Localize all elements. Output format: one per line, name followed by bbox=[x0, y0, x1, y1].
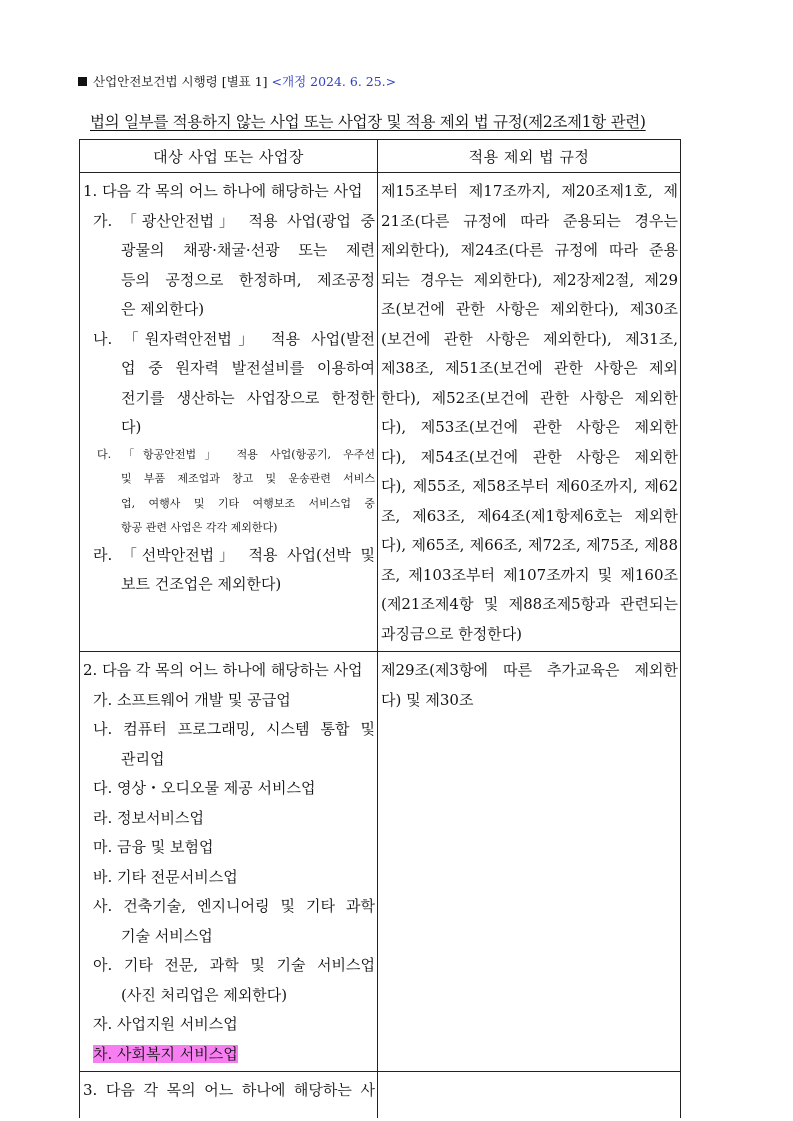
sub-item-line: 은 제외한다) bbox=[121, 300, 205, 318]
sub-item-line: 라. 「선박안전법」 적용 사업(선박 및 bbox=[93, 545, 375, 564]
exclusions-cell bbox=[378, 1072, 681, 1119]
sub-item-line: 업 중 원자력 발전설비를 이용하여 bbox=[121, 359, 375, 377]
exclusions-cell bbox=[378, 173, 681, 652]
exclusion-line: 다), 제54조(보건에 관한 사항은 제외한 bbox=[381, 447, 678, 466]
exclusion-line: 다), 제55조, 제58조부터 제60조까지, 제62 bbox=[381, 477, 678, 495]
regulation-table bbox=[79, 139, 681, 1118]
sub-item-line: 가. 소프트웨어 개발 및 공급업 bbox=[93, 690, 291, 709]
column-header-exclusions: 적용 제외 법 규정 bbox=[378, 140, 681, 173]
sub-item-line: 보트 건조업은 제외한다) bbox=[121, 575, 282, 593]
sub-item-line: 바. 기타 전문서비스업 bbox=[93, 867, 238, 886]
sub-item-line: 다. 영상・오디오물 제공 서비스업 bbox=[93, 779, 316, 797]
item-heading: 1. 다음 각 목의 어느 하나에 해당하는 사업 bbox=[83, 182, 363, 200]
highlight-mark: 차. 사회복지 서비스업 bbox=[93, 1044, 238, 1063]
sub-item-line: 아. 기타 전문, 과학 및 기술 서비스업 bbox=[93, 956, 375, 974]
sub-item-line: 업, 여행사 및 기타 여행보조 서비스업 중 bbox=[121, 496, 375, 510]
sub-item-line: 관리업 bbox=[121, 749, 165, 768]
exclusion-line: 제38조, 제51조(보건에 관한 사항은 제외 bbox=[381, 359, 678, 377]
column-header-target: 대상 사업 또는 사업장 bbox=[80, 140, 378, 173]
document-title: 법의 일부를 적용하지 않는 사업 또는 사업장 및 적용 제외 법 규정(제2조제1항 관련) bbox=[90, 113, 646, 131]
exclusion-line: 과징금으로 한정한다) bbox=[381, 624, 523, 643]
exclusion-line: (보건에 관한 사항은 제외한다), 제31조, bbox=[381, 329, 678, 348]
target-cell bbox=[80, 652, 378, 1072]
revision-date: <개정 2024. 6. 25.> bbox=[271, 74, 397, 89]
table-row bbox=[80, 652, 681, 1072]
table-header-row bbox=[80, 140, 681, 173]
sub-item-line: 사. 건축기술, 엔지니어링 및 기타 과학 bbox=[93, 897, 375, 915]
exclusion-line: (제21조제4항 및 제88조제5항과 관련되는 bbox=[381, 595, 678, 613]
exclusion-line: 다), 제53조(보건에 관한 사항은 제외한 bbox=[381, 418, 678, 436]
table-row bbox=[80, 173, 681, 652]
table-row bbox=[80, 1072, 681, 1119]
exclusion-line: 조, 제103조부터 제107조까지 및 제160조 bbox=[381, 565, 678, 584]
exclusion-line: 되는 경우는 제외한다), 제2장제2절, 제29 bbox=[381, 270, 678, 289]
document-header bbox=[78, 72, 396, 90]
sub-item-line: 등의 공정으로 한정하며, 제조공정 bbox=[121, 270, 375, 289]
item-heading: 2. 다음 각 목의 어느 하나에 해당하는 사업 bbox=[83, 661, 363, 679]
exclusion-line: 조, 제63조, 제64조(제1항제6호는 제외한 bbox=[381, 506, 678, 525]
sub-item-line: 가. 「광산안전법」 적용 사업(광업 중 bbox=[93, 211, 375, 230]
header-prefix: 산업안전보건법 시행령 [별표 1] bbox=[93, 74, 268, 89]
target-cell bbox=[80, 173, 378, 652]
exclusion-line: 다) 및 제30조 bbox=[381, 690, 474, 709]
sub-item-line: 자. 사업지원 서비스업 bbox=[93, 1015, 238, 1033]
sub-item-line: 항공 관련 사업은 각각 제외한다) bbox=[121, 521, 278, 534]
item-heading: 3. 다음 각 목의 어느 하나에 해당하는 사 bbox=[83, 1081, 375, 1099]
exclusion-line: 다), 제65조, 제66조, 제72조, 제75조, 제88 bbox=[381, 536, 678, 554]
exclusion-line: 21조(다른 규정에 따라 준용되는 경우는 bbox=[381, 211, 678, 230]
sub-item-line: (사진 처리업은 제외한다) bbox=[121, 985, 288, 1004]
target-cell bbox=[80, 1072, 378, 1119]
sub-item-line-highlighted bbox=[83, 1040, 375, 1070]
sub-item-line: 나. 컴퓨터 프로그래밍, 시스템 통합 및 bbox=[93, 720, 375, 738]
sub-item-line: 나. 「원자력안전법」 적용 사업(발전 bbox=[93, 329, 375, 348]
sub-item-line: 광물의 채광·채굴·선광 또는 제련 bbox=[121, 241, 375, 259]
black-square-icon bbox=[78, 77, 87, 86]
exclusion-line: 한다), 제52조(보건에 관한 사항은 제외한 bbox=[381, 388, 678, 407]
exclusion-line: 제외한다), 제24조(다른 규정에 따라 준용 bbox=[381, 241, 678, 259]
exclusion-line: 제29조(제3항에 따른 추가교육은 제외한 bbox=[381, 661, 678, 679]
sub-item-line: 라. 정보서비스업 bbox=[93, 808, 204, 827]
exclusion-line: 조(보건에 관한 사항은 제외한다), 제30조 bbox=[381, 300, 678, 318]
exclusions-cell bbox=[378, 652, 681, 1072]
sub-item-line: 및 부품 제조업과 창고 및 운송관련 서비스 bbox=[121, 472, 375, 485]
sub-item-line: 마. 금융 및 보험업 bbox=[93, 838, 214, 856]
sub-item-line: 기술 서비스업 bbox=[121, 926, 213, 945]
sub-item-line: 전기를 생산하는 사업장으로 한정한 bbox=[121, 388, 375, 407]
exclusion-line: 제15조부터 제17조까지, 제20조제1호, 제 bbox=[381, 182, 678, 200]
sub-item-line: 다) bbox=[121, 418, 142, 436]
sub-item-line: 다. 「항공안전법」 적용 사업(항공기, 우주선 bbox=[97, 447, 375, 461]
